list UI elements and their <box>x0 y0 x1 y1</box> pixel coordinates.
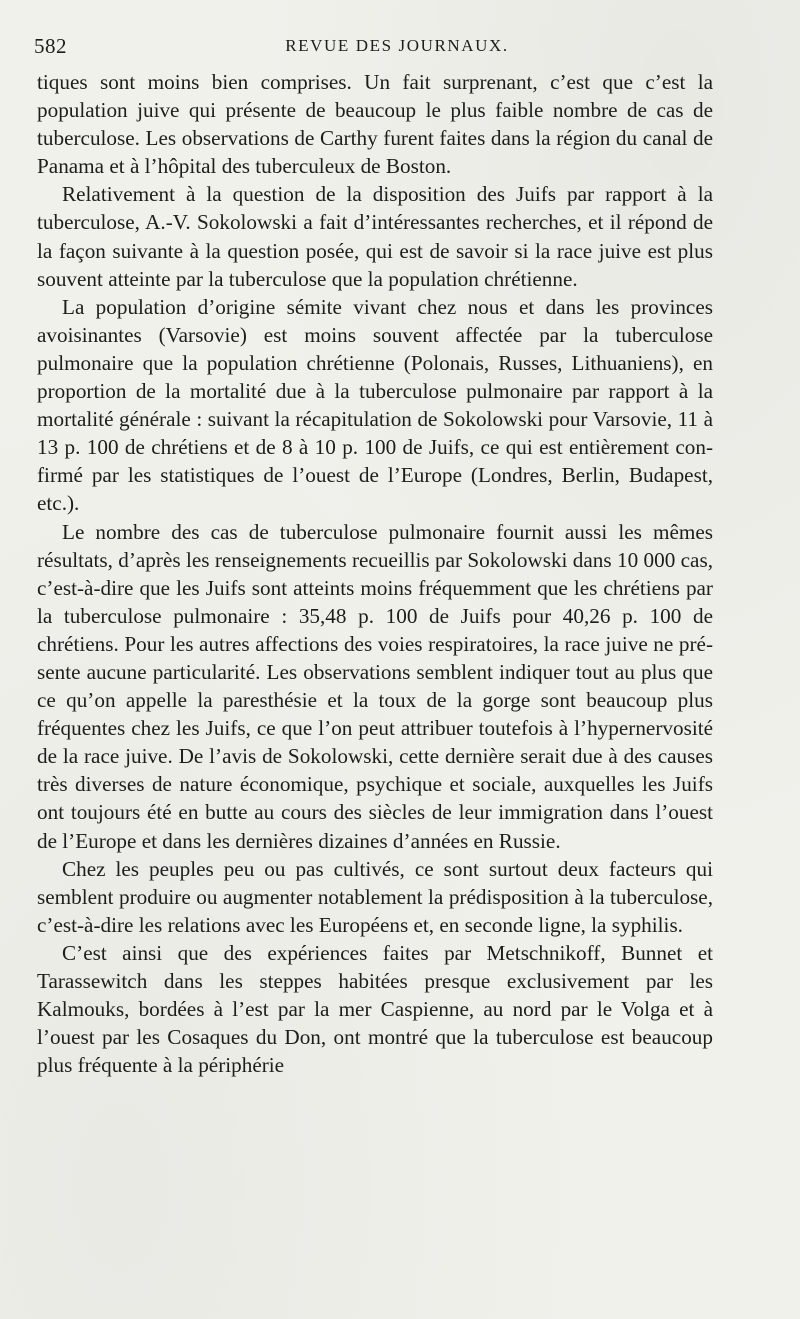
running-title: REVUE DES JOURNAUX. <box>285 36 509 55</box>
paragraph-1: tiques sont moins bien comprises. Un fait surprenant, c’est que c’est la population juive qui présente de beaucoup le plus faible nombre de cas de tuberculose. Les observations de Carthy furent faites dans la région du canal de Panama et à l’hôpital des tuberculeux de Boston. <box>37 70 713 179</box>
paragraph-3: La population d’origine sémite vivant chez nous et dans les provinces avoisinantes (Varsovie) est moins souvent affectée par la tuberculose pulmonaire que la population chrétienne (Polonais, Russes, Lithuaniens), en proportion de la mortalité due à la tuberculose pulmonaire par rapport à la mortalité générale : suivant la récapitulation de Sokolowski pour Varsovie, 11 à 13 p. 100 de chrétiens et de 8 à 10 p. 100 de Juifs, ce qui est entièrement confirmé par les statistiques de l’ouest de l’Europe (Londres, Berlin, Budapest, etc.). <box>37 294 713 516</box>
paragraph-4: Le nombre des cas de tuberculose pulmonaire fournit aussi les mêmes résultats, d’après les renseignements recueillis par Sokolowski dans 10 000 cas, c’est-à-dire que les Juifs sont atteints moins fréquemment que les chrétiens par la tuberculose pulmonaire : 35,48 p. 100 de Juifs pour 40,26 p. 100 de chrétiens. Pour les autres affections des voies respiratoires, la race juive ne présente aucune particularité. Les observations semblent indiquer tout au plus que ce qu’on appelle la paresthésie et la toux de la gorge sont beaucoup plus fréquentes chez les Juifs, ce que l’on peut attribuer toutefois à l’hypernervosité de la race juive. De l’avis de Sokolowski, cette dernière serait due à des causes très diverses de nature économique, psychique et sociale, auxquelles les Juifs ont toujours été en butte au cours des siècles de leur immigration dans l’ouest de l’Europe et dans les dernières dizaines d’années en Russie. <box>37 519 713 853</box>
paragraph-5: Chez les peuples peu ou pas cultivés, ce sont surtout deux facteurs qui semblent produire ou augmenter notablement la prédisposition à la tuberculose, c’est-à-dire les relations avec les Européens et, en seconde ligne, la syphilis. <box>37 856 713 937</box>
paragraph-6: C’est ainsi que des expériences faites par Metschnikoff, Bunnet et Tarassewitch dans les steppes habitées presque exclusivement par les Kalmouks, bordées à l’est par la mer Caspienne, au nord par le Volga et à l’ouest par les Cosaques du Don, ont montré que la tuberculose est beaucoup plus fréquente à la périphérie <box>37 940 713 1078</box>
page-number: 582 <box>34 34 67 58</box>
body-text <box>37 68 713 1079</box>
paragraph-2: Relativement à la question de la disposition des Juifs par rapport à la tuberculose, A.-V. Sokolowski a fait d’intéressantes recherches, et il répond de la façon suivante à la question posée, qui est de savoir si la race juive est plus souvent atteinte par la tuberculose que la population chrétienne. <box>37 182 713 291</box>
page-header <box>34 34 760 62</box>
